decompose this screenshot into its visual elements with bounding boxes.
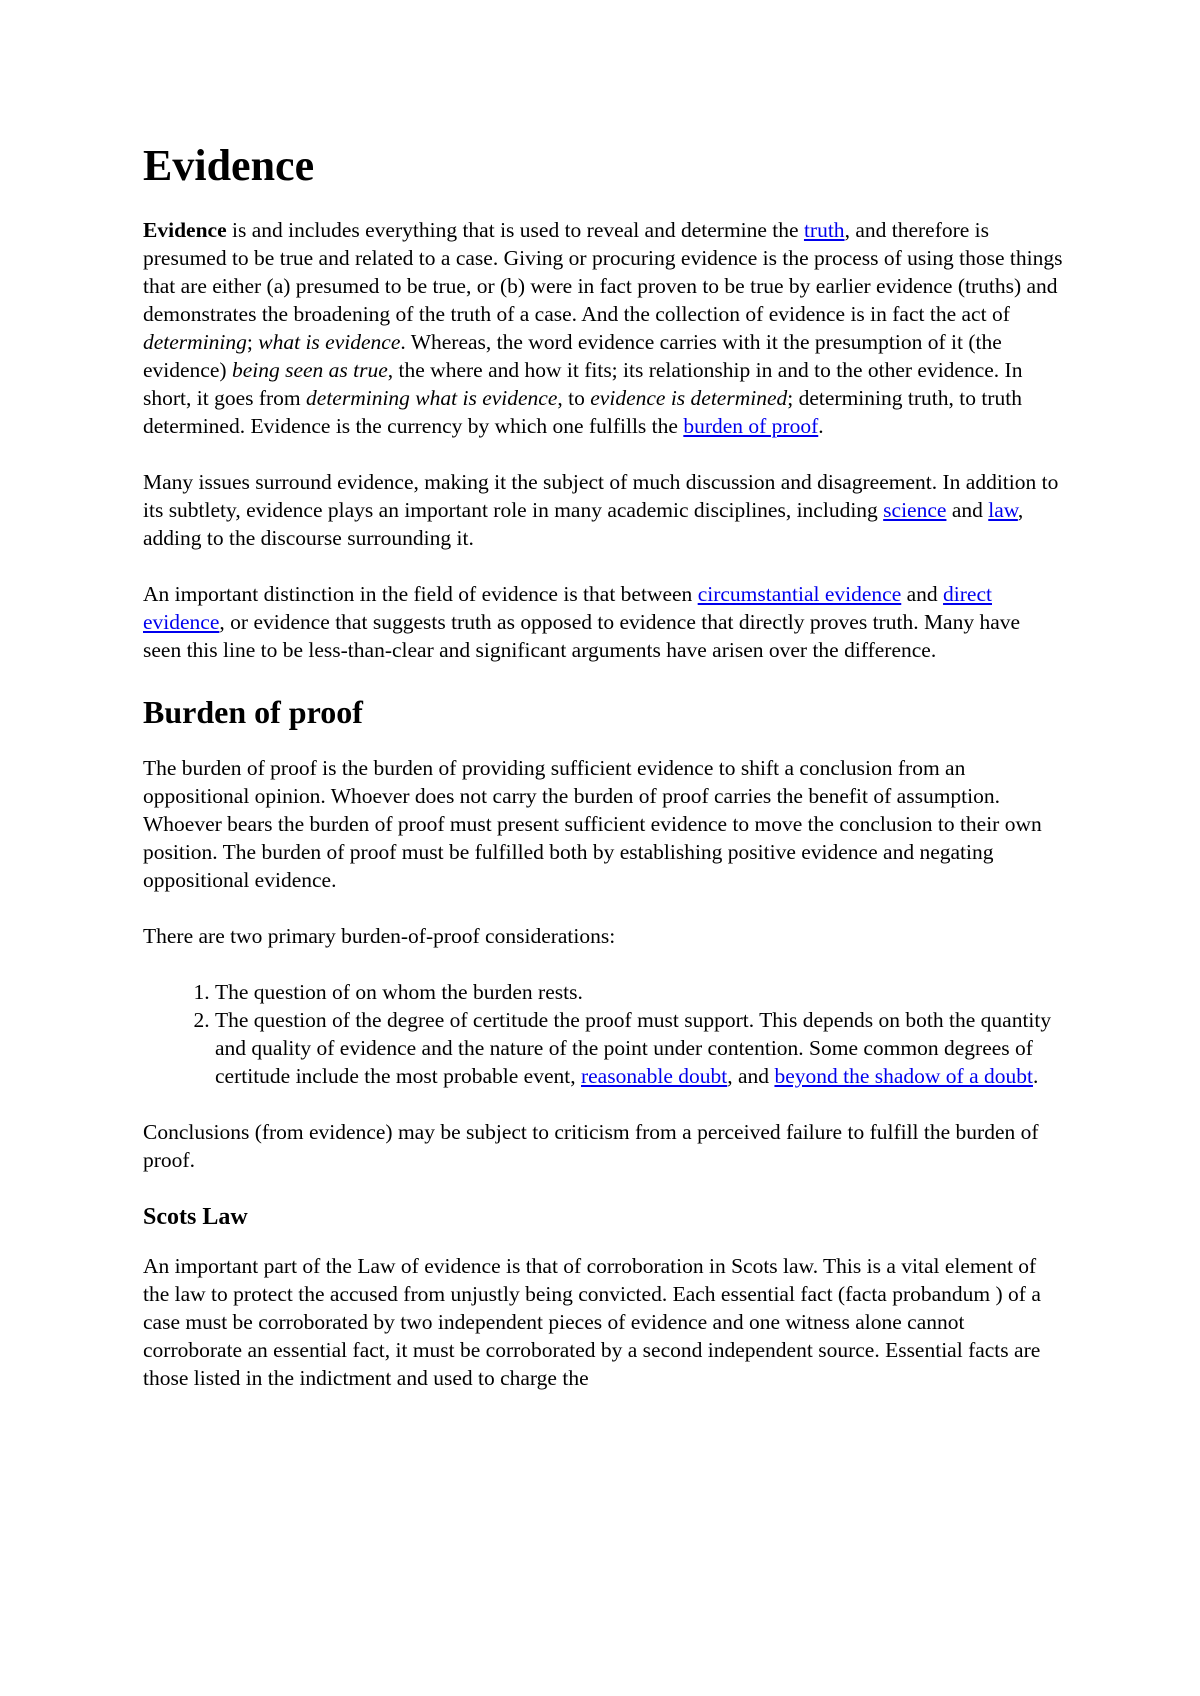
burden-paragraph-2: There are two primary burden-of-proof considerations: <box>143 924 616 948</box>
distinction-paragraph: An important distinction in the field of evidence is that between circumstantial evidence and direct evidence, or evidence that suggests truth as opposed to evidence that directly proves truth. Many have seen this line to be less-than-clear and significant arguments have arisen over the difference. <box>143 582 1021 662</box>
link-science[interactable]: science <box>883 498 947 522</box>
link-reasonable-doubt[interactable]: reasonable doubt <box>580 1064 728 1088</box>
list-item: 2. The question of the degree of certitude the proof must support. This depends on both the quantity and quality of evidence and the nature of the point under contention. Some common degrees of certitude include the most probable event, reasonable doubt, and beyond the shadow of a doubt. <box>215 1006 1063 1090</box>
burden-paragraph-1: The burden of proof is the burden of providing sufficient evidence to shift a conclusion from an oppositional opinion. Whoever does not carry the burden of proof carries the benefit of assumption. Whoever bears the burden of proof must present sufficient evidence to move the conclusion to their own position. The burden of proof must be fulfilled both by establishing positive evidence and negating oppositional evidence. <box>143 756 1042 892</box>
list-item: 1. The question of on whom the burden rests. <box>215 978 1063 1006</box>
document-page <box>143 140 1063 1420</box>
link-circumstantial-evidence[interactable]: circumstantial evidence <box>697 582 902 606</box>
intro-paragraph: Evidence is and includes everything that is used to reveal and determine the truth, and therefore is presumed to be true and related to a case. Giving or procuring evidence is the process of using those things that are either (a) presumed to be true, or (b) were in fact proven to be true by earlier evidence (truths) and demonstrates the broadening of the truth of a case. And the collection of evidence is in fact the act of determining; what is evidence. Whereas, the word evidence carries with it the presumption of it (the evidence) being seen as true, the where and how it fits; its relationship in and to the other evidence. In short, it goes from determining what is evidence, to evidence is determined; determining truth, to truth determined. Evidence is the currency by which one fulfills the burden of proof. <box>143 218 1063 438</box>
page-title: Evidence <box>143 141 315 190</box>
scots-law-heading: Scots Law <box>143 1204 248 1230</box>
burden-considerations-list <box>143 978 1063 1090</box>
burden-paragraph-3: Conclusions (from evidence) may be subject to criticism from a perceived failure to fulfill the burden of proof. <box>143 1120 1039 1172</box>
link-direct-evidence[interactable]: direct evidence <box>143 582 992 634</box>
intro-bold-term: Evidence <box>143 218 227 242</box>
burden-of-proof-heading: Burden of proof <box>143 694 363 730</box>
link-burden-of-proof[interactable]: burden of proof <box>683 414 819 438</box>
link-truth[interactable]: truth <box>803 218 845 242</box>
issues-paragraph: Many issues surround evidence, making it the subject of much discussion and disagreement. In addition to its subtlety, evidence plays an important role in many academic disciplines, including science and law, adding to the discourse surrounding it. <box>143 470 1059 550</box>
link-beyond-the-shadow-of-a-doubt[interactable]: beyond the shadow of a doubt <box>774 1064 1033 1088</box>
link-law[interactable]: law <box>988 498 1018 522</box>
scots-law-paragraph: An important part of the Law of evidence is that of corroboration in Scots law. This is a vital element of the law to protect the accused from unjustly being convicted. Each essential fact (facta probandum ) of a case must be corroborated by two independent pieces of evidence and one witness alone cannot corroborate an essential fact, it must be corroborated by a second independent source. Essential facts are those listed in the indictment and used to charge the <box>143 1254 1041 1390</box>
